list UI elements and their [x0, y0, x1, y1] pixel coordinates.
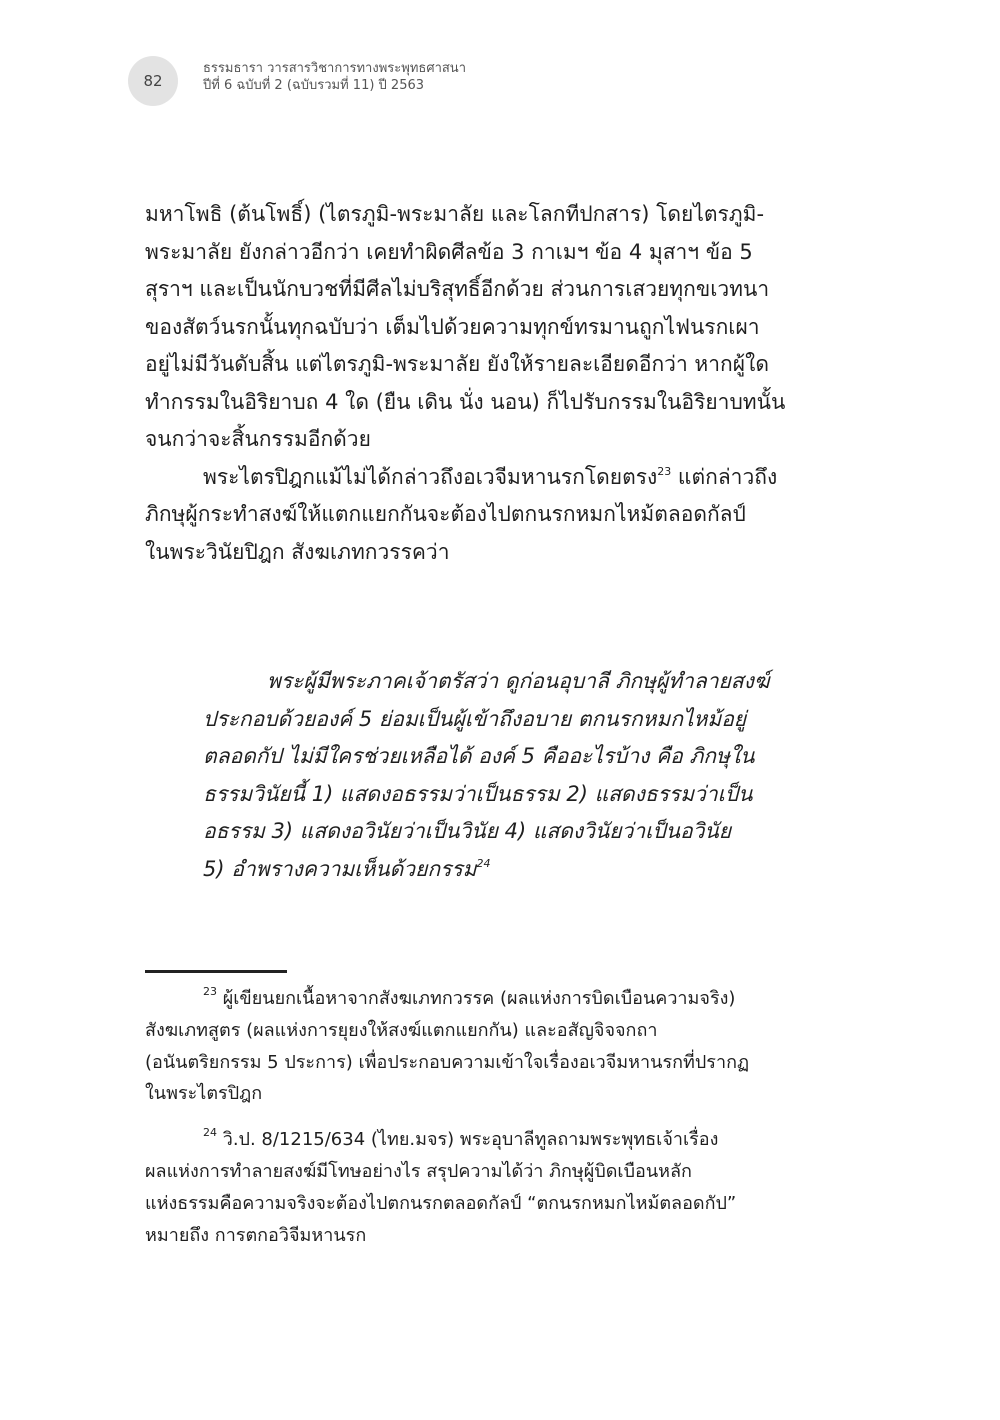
footnote-ref-23[interactable]: 23 — [657, 464, 672, 478]
quote-line: ประกอบด้วยองค์ 5 ย่อมเป็นผู้เข้าถึงอบาย ตกนรกหมกไหม้อยู่ — [203, 706, 747, 731]
footnote-marker: 24 — [203, 1126, 217, 1140]
text-line: ภิกษุผู้กระทำสงฆ์ให้แตกแยกกันจะต้องไปตกนรกหมกไหม้ตลอดกัลป์ — [145, 502, 746, 526]
footnote-23 — [145, 983, 835, 1015]
page-number: 82 — [143, 72, 163, 90]
issue-info: ปีที่ 6 ฉบับที่ 2 (ฉบับรวมที่ 11) ปี 2563 — [203, 78, 425, 93]
quote-line: ตลอดกัป ไม่มีใครช่วยเหลือได้ องค์ 5 คืออะไรบ้าง คือ ภิกษุใน — [203, 744, 755, 768]
footnote-line: ในพระไตรปิฎก — [145, 1083, 263, 1105]
footnote-marker: 23 — [203, 985, 217, 998]
text-line: มหาโพธิ (ต้นโพธิ์) (ไตรภูมิ-พระมาลัย และโลกทีปกสาร) โดยไตรภูมิ- — [145, 202, 765, 226]
text-line: พระมาลัย ยังกล่าวอีกว่า เคยทำผิดศีลข้อ 3 กาเมฯ ข้อ 4 มุสาฯ ข้อ 5 — [145, 239, 753, 264]
page-number-badge — [128, 56, 178, 106]
text-line: ในพระวินัยปิฎก สังฆเภทกวรรคว่า — [145, 539, 450, 564]
footnote-line: (อนันตริยกรรม 5 ประการ) เพื่อประกอบความเข้าใจเรื่องอเวจีมหานรกที่ปรากฏ — [145, 1051, 750, 1073]
footnote-line: แห่งธรรมคือความจริงจะต้องไปตกนรกตลอดกัลป์ “ตกนรกหมกไหม้ตลอดกัป” — [145, 1192, 737, 1214]
paragraph2-first-line — [145, 459, 835, 497]
quote-line: ธรรมวินัยนี้ 1) แสดงอธรรมว่าเป็นธรรม 2) แสดงธรรมว่าเป็น — [203, 781, 753, 806]
text-segment: แต่กล่าวถึง — [671, 464, 778, 489]
text-line: อยู่ไม่มีวันดับสิ้น แต่ไตรภูมิ-พระมาลัย ยังให้รายละเอียดอีกว่า หากผู้ใด — [145, 352, 769, 376]
footnote-line: ผลแห่งการทำลายสงฆ์มีโทษอย่างไร สรุปความได้ว่า ภิกษุผู้บิดเบือนหลัก — [145, 1160, 692, 1182]
footnote-divider — [145, 970, 287, 973]
text-line: จนกว่าจะสิ้นกรรมอีกด้วย — [145, 427, 371, 451]
text-segment: 5) อำพรางความเห็นด้วยกรรม — [203, 856, 477, 881]
quote-line: พระผู้มีพระภาคเจ้าตรัสว่า ดูก่อนอุบาลี ภิกษุผู้ทำลายสงฆ์ — [267, 669, 770, 693]
footnote-line: สังฆเภทสูตร (ผลแห่งการยุยงให้สงฆ์แตกแยกกัน) และอสัญจิจจกถา — [145, 1019, 658, 1041]
footnote-line: หมายถึง การตกอวิจีมหานรก — [145, 1224, 367, 1246]
main-text — [145, 196, 835, 571]
text-line: ทำกรรมในอิริยาบถ 4 ใด (ยืน เดิน นั่ง นอน) ก็ไปรับกรรมในอิริยาบทนั้น — [145, 389, 786, 414]
text-line: ของสัตว์นรกนั้นทุกฉบับว่า เต็มไปด้วยความทุกข์ทรมานถูกไฟนรกเผา — [145, 314, 760, 339]
journal-title: ธรรมธารา วารสารวิชาการทางพระพุทธศาสนา — [203, 61, 466, 76]
footnotes — [145, 983, 835, 1251]
text-line: สุราฯ และเป็นนักบวชที่มีศีลไม่บริสุทธิ์อีกด้วย ส่วนการเสวยทุกขเวทนา — [145, 277, 770, 301]
footnote-ref-24[interactable]: 24 — [476, 856, 491, 870]
footnote-24 — [145, 1124, 835, 1156]
quote-last-line — [203, 851, 835, 889]
block-quote — [203, 663, 835, 888]
text-segment: วิ.ป. 8/1215/634 (ไทย.มจร) พระอุบาลีทูลถามพระพุทธเจ้าเรื่อง — [217, 1129, 719, 1151]
running-header — [203, 60, 466, 94]
quote-line: อธรรม 3) แสดงอวินัยว่าเป็นวินัย 4) แสดงวินัยว่าเป็นอวินัย — [203, 819, 732, 843]
text-segment: ผู้เขียนยกเนื้อหาจากสังฆเภทกวรรค (ผลแห่งการบิดเบือนความจริง) — [217, 988, 736, 1009]
text-segment: พระไตรปิฎกแม้ไม่ได้กล่าวถึงอเวจีมหานรกโดยตรง — [203, 464, 658, 489]
